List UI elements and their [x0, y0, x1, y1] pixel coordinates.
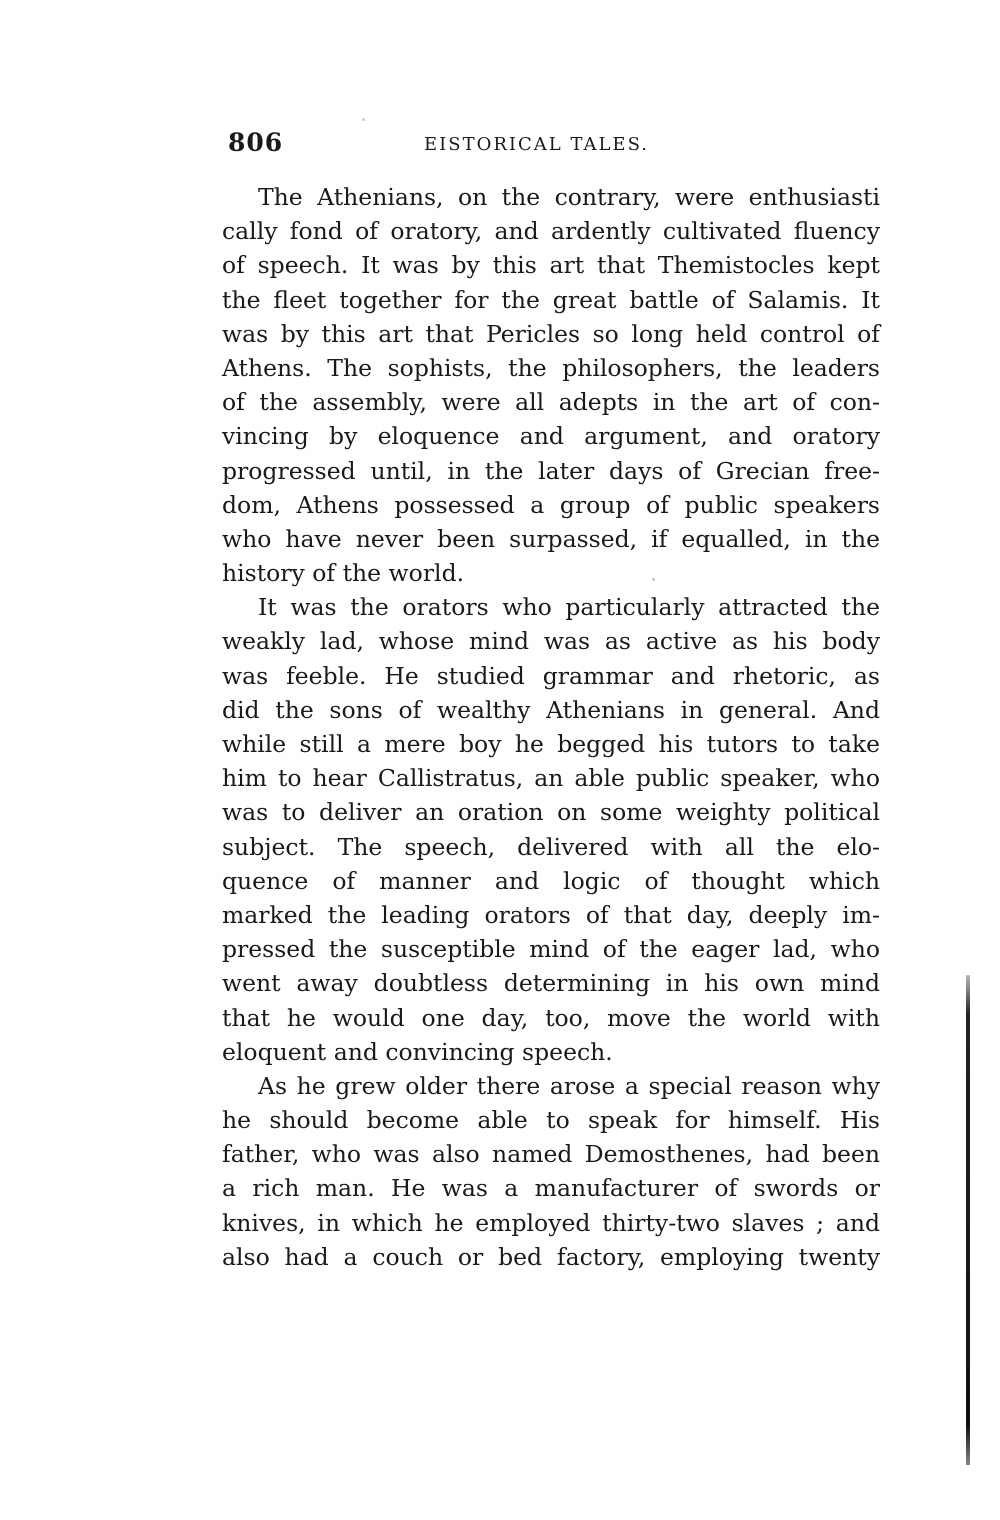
text-line: went away doubtless determining in his own mind	[222, 969, 880, 998]
text-line: did the sons of wealthy Athenians in general. And	[222, 695, 880, 724]
text-line: father, who was also named Demosthenes, had been	[222, 1140, 880, 1169]
text-line: knives, in which he employed thirty-two slaves ; and	[222, 1208, 880, 1237]
text-line: subject. The speech, delivered with all the elo-	[222, 832, 880, 861]
text-line: him to hear Callistratus, an able public speaker, who	[222, 764, 880, 793]
text-line: quence of manner and logic of thought which	[222, 866, 880, 895]
text-line: was feeble. He studied grammar and rhetoric, as	[222, 661, 880, 690]
text-line: he should become able to speak for himself. His	[222, 1106, 880, 1135]
text-line: vincing by eloquence and argument, and oratory	[222, 422, 880, 451]
text-line: was by this art that Pericles so long held control of	[222, 319, 880, 348]
text-line: a rich man. He was a manufacturer of swords or	[222, 1174, 880, 1203]
text-line: history of the world.	[222, 559, 465, 588]
body-text	[222, 180, 880, 1274]
text-line: was to deliver an oration on some weighty political	[222, 798, 880, 827]
text-line: weakly lad, whose mind was as active as his body	[222, 627, 880, 656]
text-line: As he grew older there arose a special reason why	[258, 1071, 880, 1100]
text-line: while still a mere boy he begged his tutors to take	[222, 730, 880, 758]
text-line: dom, Athens possessed a group of public speakers	[222, 490, 880, 519]
text-line: cally fond of oratory, and ardently cultivated fluency	[222, 217, 880, 246]
text-line: progressed until, in the later days of Grecian free-	[222, 456, 880, 485]
page-number: 806	[228, 128, 284, 157]
text-line: the fleet together for the great battle of Salamis. It	[222, 285, 880, 314]
running-title: EISTORICAL TALES.	[424, 134, 649, 155]
text-line: eloquent and convincing speech.	[222, 1037, 613, 1066]
text-line: pressed the susceptible mind of the eager lad, who	[222, 935, 880, 964]
text-line: that he would one day, too, move the world with	[222, 1003, 880, 1032]
text-line: marked the leading orators of that day, deeply im-	[222, 900, 880, 929]
text-line: of speech. It was by this art that Themistocles kept	[222, 251, 880, 280]
text-line: also had a couch or bed factory, employing twenty	[222, 1242, 880, 1271]
scan-speck	[652, 578, 655, 581]
text-line: who have never been surpassed, if equalled, in the	[222, 524, 880, 553]
text-line: The Athenians, on the contrary, were enthusiasti	[258, 183, 880, 211]
scan-margin-line	[966, 975, 970, 1465]
running-head	[228, 128, 878, 162]
text-line: of the assembly, were all adepts in the art of con-	[222, 388, 880, 417]
text-line: It was the orators who particularly attracted the	[258, 593, 880, 622]
text-line: Athens. The sophists, the philosophers, the leaders	[222, 353, 880, 382]
scan-speck	[362, 118, 365, 121]
